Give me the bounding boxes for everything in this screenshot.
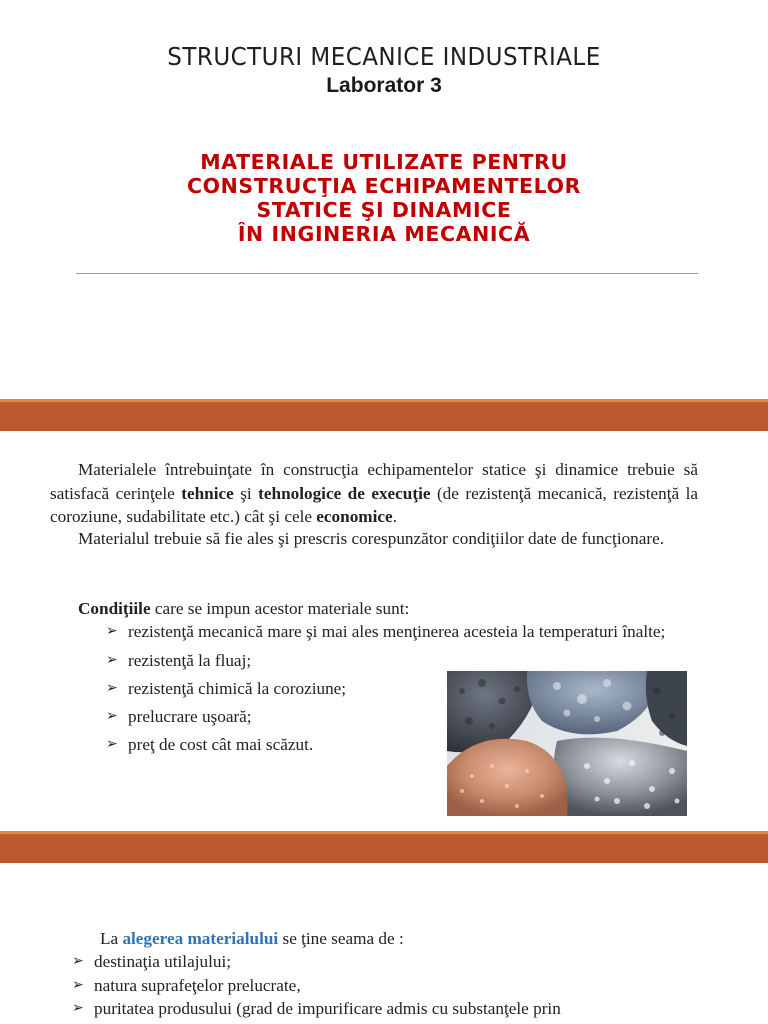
arrow-bullet-icon: ➢: [106, 735, 118, 752]
main-title-line: ÎN INGINERIA MECANICĂ: [237, 222, 531, 246]
arrow-bullet-icon: ➢: [106, 679, 118, 696]
bold-term: tehnologice de execuţie: [258, 483, 431, 503]
materials-photo-illustration: [447, 671, 687, 816]
arrow-bullet-icon: ➢: [106, 707, 118, 724]
text-run: Materialele întrebuinţate în construcţia echipamentelor statice şi dinamice trebuie să satisfacă cerinţele: [50, 460, 698, 503]
slide-header-band: [0, 399, 768, 431]
bold-term: Condiţiile: [78, 599, 151, 618]
list-item-text: rezistenţă mecanică mare şi mai ales menţinerea acesteia la temperaturi înalte;: [128, 622, 666, 641]
list-item: [72, 997, 712, 1021]
title-slide: [0, 0, 768, 400]
text-run: şi: [233, 483, 259, 503]
list-item: [72, 974, 712, 998]
list-item-text: preţ de cost cât mai scăzut.: [128, 734, 314, 754]
slide-header-band: [0, 831, 768, 863]
list-item-text: prelucrare uşoară;: [128, 706, 252, 726]
list-item-text: destinaţia utilajului;: [94, 952, 231, 971]
title-divider: [76, 273, 698, 274]
conditions-intro: [78, 597, 409, 621]
main-title-line: MATERIALE UTILIZATE PENTRU: [200, 150, 568, 174]
highlighted-term: alegerea materialului: [122, 929, 279, 948]
text-run: se ţine seama de :: [278, 929, 404, 948]
text-run: La: [100, 929, 123, 948]
list-item-text: natura suprafeţelor prelucrate,: [94, 975, 301, 995]
arrow-bullet-icon: ➢: [72, 953, 84, 969]
arrow-bullet-icon: ➢: [106, 651, 118, 668]
list-item-text: puritatea produsului (grad de impurificare admis cu substanţele prin: [94, 999, 561, 1018]
selection-intro: [100, 927, 404, 951]
main-title: [0, 150, 768, 246]
text-run: (de rezistenţă mecanică, rezistenţă la coroziune, sudabilitate etc.) cât şi cele: [50, 483, 698, 526]
list-item: [106, 620, 698, 644]
arrow-bullet-icon: ➢: [72, 1000, 84, 1016]
list-item: [106, 649, 698, 673]
list-item: [72, 950, 712, 974]
arrow-bullet-icon: ➢: [106, 623, 118, 639]
arrow-bullet-icon: ➢: [72, 976, 84, 993]
selection-criteria-list: [72, 950, 712, 1021]
list-item-text: rezistenţă la fluaj;: [128, 650, 252, 670]
text-run: care se impun acestor materiale sunt:: [150, 599, 410, 618]
main-title-line: CONSTRUCŢIA ECHIPAMENTELOR: [187, 174, 581, 198]
text-run: .: [392, 507, 397, 526]
list-item-text: rezistenţă chimică la coroziune;: [128, 678, 347, 698]
bold-term: economice: [316, 507, 393, 526]
bold-term: tehnice: [181, 483, 234, 503]
paragraph-requirements: [50, 458, 698, 529]
paragraph-material-choice: Materialul trebuie să fie ales şi prescris corespunzător condiţiilor date de funcţionare.: [78, 529, 665, 548]
materials-photo: [447, 671, 687, 816]
course-title: STRUCTURI MECANICE INDUSTRIALE: [167, 42, 601, 71]
main-title-line: STATICE ŞI DINAMICE: [256, 198, 512, 222]
lab-title: Laborator 3: [326, 74, 442, 97]
